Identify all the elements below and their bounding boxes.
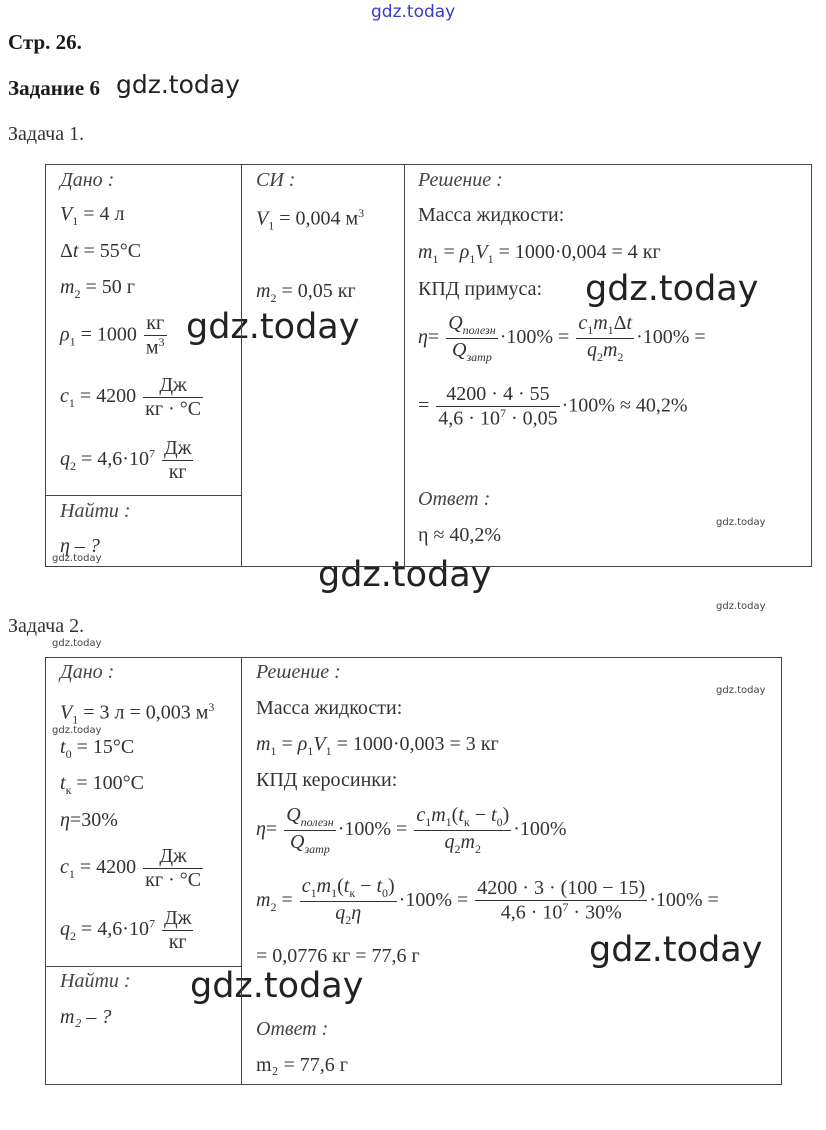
problem1-efficiency-heading: КПД примуса: (418, 278, 543, 300)
given2-eta: η=30% (60, 809, 118, 831)
given2-v1: $V_1 = 3$ л = 0,003 $м^3$ (60, 700, 215, 727)
given2-q2: $q_2 = 4,6\cdot 10^7$ $\frac{Дж}{кг}$ (60, 907, 192, 953)
given-rho: $\rho_1 = 1000$ $\frac{кг}{м^3}$ (60, 312, 165, 359)
problem2-m2-formula: $m_2$ = $\frac{c_1m_1(t_к - t_0)}{q_2\eta}$ ·100% = $\frac{4200 \cdot 3 \cdot (100 - 15)}{4,6 \cdot 10^7 \cdot 30\%}$ ·100% = (256, 875, 719, 927)
problem1-si-label: СИ : (256, 169, 296, 191)
problem2-mass-formula: $m_1 = \rho_1V_1 = 1000\cdot 0,003 = 3$ кг (256, 733, 499, 758)
watermark-small: gdz.today (52, 725, 102, 736)
watermark-p2-find: gdz.today (190, 966, 364, 1006)
assignment-title: Задание 6 (8, 76, 100, 100)
problem2-find-label: Найти : (60, 970, 131, 992)
problem2-find: m₂ – ? (60, 1006, 112, 1028)
problem1-mass-formula: $m_1 = \rho_1V_1 = 1000\cdot 0,004 = 4$ кг (418, 241, 661, 266)
given2-t0: $t_0 = 15^\circ C$ (60, 736, 135, 761)
watermark-top: gdz.today (371, 2, 456, 22)
problem2-solution-label: Решение : (256, 661, 341, 683)
problem1-find: η – ? (60, 535, 100, 557)
problem2-title: Задача 2. (8, 615, 85, 637)
problem1-efficiency-formula: η= $\frac{Q_{полезн}}{Q_{затр}}$ ·100% = $\frac{c_1m_1\Delta t}{q_2m_2}$ ·100% = (418, 312, 706, 364)
watermark-p2-solution: gdz.today (589, 930, 763, 970)
problem2-efficiency-formula: η= $\frac{Q_{полезн}}{Q_{затр}}$ ·100% = $\frac{c_1m_1(t_к - t_0)}{q_2m_2}$ ·100% (256, 804, 567, 856)
watermark-small: gdz.today (716, 517, 766, 528)
watermark-middle: gdz.today (318, 555, 492, 595)
problem1-solution-label: Решение : (418, 169, 503, 191)
problem1-mass-heading: Масса жидкости: (418, 204, 565, 226)
problem2-answer: m₂ = 77,6 г (256, 1054, 349, 1076)
problem1-given-label: Дано : (60, 169, 115, 191)
given-c1: $c_1 = 4200$ $\frac{Дж}{кг \cdot ^\circ C}$ (60, 374, 202, 420)
problem1-efficiency-result: = $\frac{4200 \cdot 4 \cdot 55}{4,6 \cdot 10^7 \cdot 0,05}$ ·100% ≈ 40,2% (418, 383, 688, 430)
given-v1: $V_1 = 4$ л (60, 203, 125, 228)
problem1-answer-label: Ответ : (418, 488, 491, 510)
given2-tk: $t_к = 100^\circ C$ (60, 772, 145, 797)
problem2-mass-heading: Масса жидкости: (256, 697, 403, 719)
page-header: Стр. 26. (8, 30, 82, 54)
watermark-p1-given: gdz.today (186, 307, 360, 347)
given-m2: $m_2 = 50$ г (60, 276, 135, 301)
problem2-answer-label: Ответ : (256, 1018, 329, 1040)
watermark-small: gdz.today (52, 638, 102, 649)
problem1-answer: η ≈ 40,2% (418, 524, 502, 546)
si-v1: $V_1 = 0,004$ $м^3$ (256, 206, 365, 233)
given2-c1: $c_1 = 4200$ $\frac{Дж}{кг \cdot ^\circ C}$ (60, 845, 202, 891)
given-q2: $q_2 = 4,6\cdot 10^7$ $\frac{Дж}{кг}$ (60, 437, 192, 483)
problem2-m2-result: = 0,0776 кг = 77,6 г (256, 945, 420, 967)
watermark-small: gdz.today (716, 685, 766, 696)
problem2-efficiency-heading: КПД керосинки: (256, 769, 398, 791)
problem2-given-label: Дано : (60, 661, 115, 683)
watermark-small: gdz.today (52, 553, 102, 564)
given-dt: Δt = 55°C (60, 240, 142, 262)
watermark-p1-solution: gdz.today (585, 269, 759, 309)
watermark-title: gdz.today (116, 70, 240, 99)
problem1-find-label: Найти : (60, 500, 131, 522)
si-m2: $m_2 = 0,05$ кг (256, 280, 356, 305)
watermark-small: gdz.today (716, 601, 766, 612)
problem1-title: Задача 1. (8, 123, 85, 145)
